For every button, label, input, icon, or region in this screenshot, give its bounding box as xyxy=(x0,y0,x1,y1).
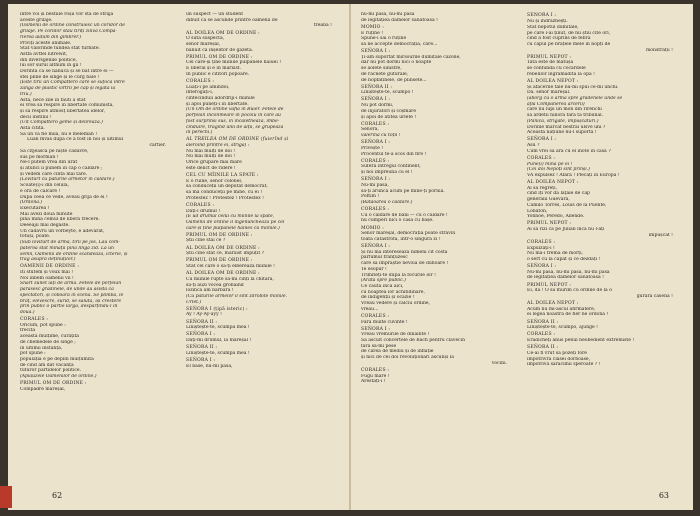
dialogue-line: După ceea ce vede, aveau grijă de ei ! xyxy=(20,194,108,200)
stage-direction: care-și ține pulpanele haines cu mîinile.) xyxy=(186,225,280,231)
dialogue-line: Ay ! Ay-Ay-ayy ! xyxy=(186,312,222,318)
dialogue-line: Nu mă-i tremă de morți, xyxy=(527,251,583,257)
dialogue-line: Vreau vremurile de dinainte ! xyxy=(361,332,430,338)
stage-direction: Pune(i) mîna pe ei ! xyxy=(527,161,573,167)
dialogue-line: frecită xyxy=(20,328,36,334)
stage-direction: (E ud drumul celui cu mîinile la spate, xyxy=(186,214,275,220)
stage-direction: triu.) xyxy=(20,91,32,97)
speaker-name: SEÑORA II : xyxy=(361,84,393,90)
dialogue-line: să ne accepte democrația, care... xyxy=(361,41,438,47)
dialogue-line: Dorinta că se nanucă și se bat intre ei — xyxy=(20,69,114,75)
dialogue-line: tuturor partidelor politice. xyxy=(20,368,82,374)
dialogue-line: monstrații ! xyxy=(645,47,673,53)
dialogue-line: Stat valorinde fundea stat turbate. xyxy=(20,46,100,52)
dialogue-line: toată catastrofa, într-o singură zi ! xyxy=(361,236,441,242)
dialogue-line: de indigenții și ocazie ! xyxy=(361,295,415,301)
dialogue-line: Te esopur ! xyxy=(361,266,387,272)
dialogue-line: În public e cîtitori popoare. xyxy=(186,71,250,77)
dialogue-line: de legitățiea damelor sănătoasă ! xyxy=(361,17,438,23)
dialogue-line: Acum nu mi-ascul afirmătere, xyxy=(527,306,596,312)
dialogue-line: aceste grilaje. xyxy=(20,17,53,23)
speaker-name: MOMIO : xyxy=(361,24,384,30)
speaker-name: SEÑORA II : xyxy=(186,319,218,325)
speaker-name: CORALES : xyxy=(361,367,390,373)
dialogue-line: de injuratori și coșmare xyxy=(361,108,417,114)
dialogue-line: Expulzați-i ! xyxy=(527,245,555,251)
dialogue-line: Scoate(i)-i din celulă, xyxy=(20,183,70,189)
left-page-column-1 xyxy=(20,12,166,480)
speaker-name: SEÑORA I : xyxy=(186,332,216,338)
dialogue-line: Liniștește-te, scumpa mea ! xyxy=(186,325,250,331)
dialogue-line: împotrivra clasei dorboase, xyxy=(527,356,591,362)
dialogue-line: cu capul pe brațele mele în nopți de xyxy=(527,41,611,47)
dialogue-line: un suspect — un student xyxy=(186,12,244,17)
dialogue-line: señor mareșal, xyxy=(186,41,221,47)
dialogue-line: de chemedele de singe ; xyxy=(20,339,76,345)
dialogue-line: Tata este de mătușă xyxy=(527,60,574,66)
speaker-name: PRIMUL OM DE ORDINE : xyxy=(186,232,253,238)
dialogue-line: VA expulsez ! Afară ! Plecați în Europa ! xyxy=(527,172,620,178)
stage-direction: Snart sunet iați de armă. Fetele de porfelan xyxy=(20,281,122,287)
dialogue-line: Știi cine stai ce ? xyxy=(186,238,226,244)
dialogue-line: se confundă cu cocardele xyxy=(527,66,586,72)
speaker-name: AL DOILEA NEPOT : xyxy=(527,180,579,186)
dialogue-line: și noi împreună cu el ! xyxy=(361,170,413,176)
dialogue-line: Luan mvas după ce a fost în noi și ultimul xyxy=(27,137,124,143)
dialogue-line: cînd îți vor da lățaie de cap xyxy=(527,191,590,197)
speaker-name: CORALES : xyxy=(361,207,390,213)
dialogue-line: Ne-l putem vrea din urat xyxy=(20,160,78,166)
dialogue-line: între voi și bestiile roșii vor sta de strajă xyxy=(20,12,114,17)
dialogue-line: Și afacerile tale nu-mi spui ce-mi unchi. xyxy=(527,84,619,90)
dialogue-line: fără să-mi pese xyxy=(361,343,397,349)
stage-direction: aleroind printre ei, strigă) : xyxy=(186,143,250,149)
stage-direction: (Uit Compattero geme și delirează.) xyxy=(20,120,103,126)
dialogue-line: Arestați-i ! xyxy=(361,379,386,385)
dialogue-line: E o ruine, señor colonel, xyxy=(186,178,243,184)
speaker-name: AL TREILEA OM DE ORDINE (fuierînd și xyxy=(186,137,289,143)
stage-direction: în perechi.) xyxy=(186,130,213,136)
stage-direction: (Sub loviturt de armă, tîrîi pe jos, Lau com- xyxy=(20,240,120,246)
dialogue-line: Camilo Torres, Louis de la Puente, xyxy=(527,202,607,208)
dialogue-line: o sert cu la capăt și ce dezdăți ! xyxy=(527,256,601,262)
dialogue-line: și atunci îi punem în cap o căldare ; xyxy=(20,165,103,171)
stage-direction: braț, elevescre, surîd, se salută, își crestere xyxy=(20,298,122,304)
dialogue-line: vocini. xyxy=(491,360,507,366)
dialogue-line: Suferă întregul continent, xyxy=(361,164,421,170)
dialogue-line: aceastä mulțime, curățită xyxy=(20,334,80,340)
speaker-name: CORALES : xyxy=(186,78,215,84)
dialogue-line: bănuit ca înșelitor de gazetă. xyxy=(186,47,254,53)
dialogue-line: Ce-ai fi vrut să pozeți fore xyxy=(527,350,587,356)
dialogue-line: Da. señor mareșal. xyxy=(527,90,571,96)
dialogue-line: Cu o căldare de bani — cu o căldare ! xyxy=(361,212,448,218)
dialogue-line: Ce caută încă aici, xyxy=(361,283,404,289)
stage-direction: rierea aidum din gimbrer.) xyxy=(20,34,82,40)
stage-direction: (Oamenii de ordine construiesc un coridor de xyxy=(20,23,125,29)
book-cover-edge xyxy=(0,486,12,508)
stage-direction: pateroa stat mînații pînă lîngă zid. La un xyxy=(20,245,114,251)
dialogue-line: Trimiteți-te după la focurile lor ! xyxy=(361,272,436,278)
stage-direction: valerina cu toții ! xyxy=(361,133,401,139)
dialogue-line: decii instinii ! xyxy=(20,114,52,120)
dialogue-line: este delict de ridere ! xyxy=(186,165,236,171)
dialogue-line: Privește ! xyxy=(361,145,384,151)
stage-direction: (Bătăoarea o căldare.) xyxy=(361,199,413,205)
stage-direction: (aborg cu o armă spre gradenele unde se xyxy=(527,96,623,102)
speaker-name: CORALES : xyxy=(361,313,390,319)
dialogue-line: Fără multe cuvinte ! xyxy=(361,319,408,325)
dialogue-line: care să împrăștie nevoia de duhoare ! xyxy=(361,261,449,267)
speaker-name: SEÑORA I : xyxy=(361,97,391,103)
dialogue-line: totuși, poate. xyxy=(20,234,51,240)
speaker-name: SEÑORA I : xyxy=(361,177,391,183)
dialogue-line: Liniștește-te, scumpa mea ! xyxy=(186,350,250,356)
dialogue-line: Señora, xyxy=(361,127,379,133)
speaker-name: PRIMUL OM DE ORDINE : xyxy=(186,54,253,60)
dialogue-line: Luați-i pe amîndoi, xyxy=(186,84,230,90)
speaker-name: PRIMUL NEPOT : xyxy=(527,282,572,288)
dialogue-line: Poftim ! xyxy=(361,194,380,200)
speaker-name: CORALES : xyxy=(527,155,556,161)
stage-direction: Oamenii de ordine îl îngenunchează pe cel xyxy=(186,219,285,225)
stage-direction: semn, Oamenii de ordine scandează, icterie, și xyxy=(20,251,128,257)
speaker-name: SEÑORA II : xyxy=(186,345,218,351)
stage-direction: grilaje. Pe coridor stau tirîți ziliva Compa- xyxy=(20,29,117,35)
dialogue-line: Să un vă fie milă, nu e meleman ! xyxy=(20,131,98,137)
dialogue-line: Asta, nece zile în făuti a stat xyxy=(20,97,86,103)
stage-direction: porfelan înconmeare în pocoiu în care au xyxy=(186,113,281,119)
dialogue-line: Fugu mare ! xyxy=(361,373,390,379)
dialogue-line: Compadre mareșal, xyxy=(20,386,66,392)
dialogue-line: Să ascult concertele de Bach pentru clavecin xyxy=(361,338,466,344)
dialogue-line: rebelilor îngrămădită la opă ! xyxy=(527,71,595,77)
dialogue-line: treabă ! xyxy=(313,23,332,29)
dialogue-line: dar nu pot dormi nici o noapte xyxy=(361,60,432,66)
stage-direction: fost surprinsi sus, în încăletnează, îmbe- xyxy=(186,118,280,124)
stage-direction: spectatori, și coboară în scenă. Se plimbă, le xyxy=(20,292,124,298)
dialogue-line: nu-mi pasă, nu-mi pasă xyxy=(361,12,415,17)
dialogue-line: Ai să regreți, xyxy=(527,185,558,191)
stage-direction: (Loviturt cu paturile armetor în căldare.) xyxy=(20,177,115,183)
speaker-name: AL DOILEA OM DE ORDINE : xyxy=(186,30,260,36)
dialogue-line: Nu pot dormi, xyxy=(361,103,394,109)
dialogue-line: Ei, da ! O să murim cu ordine de la o xyxy=(527,288,612,294)
dialogue-line: de cînd am dat vacanță xyxy=(20,362,74,368)
dialogue-line: Dați-i drumul ! xyxy=(186,208,221,214)
dialogue-line: Nu mai mulți de doi ! xyxy=(186,154,236,160)
dialogue-line: Vreau vedere și călciu ordine, xyxy=(361,301,431,307)
dialogue-line: Señor mareșal, democrația poate străvili xyxy=(361,231,456,237)
stage-direction: află Compañerea arcerii) xyxy=(527,101,585,107)
dialogue-line: nu cumperi nici o casă cu bașe. xyxy=(361,218,434,224)
speaker-name: PRIMUL NEPOT : xyxy=(527,54,572,60)
page-number-right: 63 xyxy=(658,491,669,500)
stage-direction: (Panică, strigăte, împușcături.) xyxy=(527,118,599,124)
left-page xyxy=(8,4,350,510)
stage-direction: prin public o părtie largă, despărțindu-l în xyxy=(20,304,118,310)
stage-direction: (Un Om de ordine vaflă in Buier. Fetele de xyxy=(186,107,284,113)
speaker-name: AL DOILEA OM DE ORDINE : xyxy=(186,271,260,277)
dialogue-line: de legitățiea damelor sănătoasă ! xyxy=(527,275,604,281)
dialogue-line: Dați-mi drumul, la mareșal ! xyxy=(186,338,252,344)
speaker-name: PRIMUL NEPOT : xyxy=(527,221,572,227)
dialogue-line: și apoi de atîtea urlete ! xyxy=(361,114,417,120)
dialogue-line: Dorinle marcaf bestrai ulsve uni ? xyxy=(527,124,606,130)
dialogue-line: Iti stutem și voux mai ! xyxy=(20,270,74,276)
speaker-name: SEÑORA I : xyxy=(361,326,391,332)
dialogue-line: împotriva sărăcimii speroate ? ! xyxy=(527,362,601,368)
speaker-name: CORALES : xyxy=(361,158,390,164)
dialogue-line: Știi cine stat ce, marxist împuțit ? xyxy=(186,251,265,257)
speaker-name: AL DOILEA OM DE ORDINE : xyxy=(186,245,260,251)
stage-direction: două.) xyxy=(20,309,35,315)
dialogue-line: pot spune : xyxy=(20,351,46,357)
dialogue-line: de carea de mediu și de inflație xyxy=(361,349,434,355)
speaker-name: CORALES : xyxy=(20,317,49,323)
page-number-left: 62 xyxy=(52,491,63,500)
dialogue-line: vreau... xyxy=(361,306,379,312)
speaker-name: SEÑORA I : xyxy=(527,264,557,270)
speaker-name: MOMIO : xyxy=(361,225,384,231)
stage-direction: (Este tîrîi un Compattero care se sufocă între xyxy=(20,80,125,86)
dialogue-line: Nu și îndrăzneșți. xyxy=(527,19,568,25)
dialogue-line: Să cîtjească pe niște cadavre, xyxy=(20,148,89,154)
right-page xyxy=(351,4,693,510)
speaker-name: SEÑORA I : xyxy=(527,137,557,143)
dialogue-line: populația e pe deplin mulțumită xyxy=(20,356,94,362)
dialogue-line: Executarea ! xyxy=(20,205,50,211)
dialogue-line: Mai avezi doua minute xyxy=(20,211,73,217)
dialogue-line: împușcat ! xyxy=(648,232,673,238)
dialogue-line: Nu-mi pasă, xyxy=(361,182,389,188)
speaker-name: SEÑORA I : xyxy=(527,13,557,19)
speaker-name: SEÑORA II : xyxy=(527,319,559,325)
stage-direction: pârăsesc grădinele, de unde au asista ca xyxy=(20,287,114,293)
dialogue-line: și să respire atmosț libertatea idelor, xyxy=(20,108,106,114)
dialogue-line: Asta citită. xyxy=(20,126,45,132)
dialogue-line: parfumul franțuzesc xyxy=(361,255,408,261)
dialogue-line: lozinca am barbară ! xyxy=(186,288,234,294)
speaker-name: SEÑORA II : xyxy=(527,345,559,351)
dialogue-line: Ai să rîzi ca pe Julian încă nu l-ați xyxy=(527,227,605,233)
dialogue-line: să ardetii ninoră fără ta tribunal. xyxy=(527,113,604,119)
dialogue-line: de răcnete guturale, xyxy=(361,71,409,77)
dialogue-line: e ora de calcare ! xyxy=(20,188,61,194)
dialogue-line: cartier. xyxy=(149,143,166,149)
stage-direction: (Ordonă.) xyxy=(20,200,43,206)
left-page-column-2 xyxy=(186,12,332,480)
dialogue-line: cu noaptea lor achitidinare, xyxy=(361,289,425,295)
dialogue-line: cîntecinduii adordriji-i mîinile xyxy=(186,96,255,102)
dialogue-line: Și nu mă interesează nimeni cît costă xyxy=(361,249,448,255)
dialogue-line: generalii Guevara, xyxy=(527,197,570,203)
dialogue-line: Deeeajii mai degaste. xyxy=(20,223,70,229)
dialogue-line: stei pline de singe și le curg bale ! xyxy=(20,74,100,80)
dialogue-line: Oricum, pot spune : xyxy=(20,322,66,328)
speaker-name: CEL CU MÎINILE LA SPATE : xyxy=(186,172,259,178)
dialogue-line: lui sor surul althum în gîi ! xyxy=(20,63,82,69)
dialogue-line: Stat nepotul dumitale, xyxy=(527,24,579,30)
stage-direction: (Aplauzele Oamenilor de ordine.) xyxy=(20,374,97,380)
dialogue-line: Un cadavru un vorbeyte, e adevărat, xyxy=(20,228,105,234)
dialogue-line: să mă conduceții pe mine, cu ei ! xyxy=(186,190,263,196)
speaker-name: SEÑORA I : xyxy=(361,49,391,54)
dialogue-line: gurară casenă ! xyxy=(636,293,673,299)
dialogue-line: Ți-am suportat mîrsourile dumitale cazone, xyxy=(361,54,461,60)
dialogue-line: Nu-mi pasă, nu-mi pasă, nu-mi pasă xyxy=(527,269,610,275)
stage-direction: trag asupra deținuților.) xyxy=(20,257,76,263)
speaker-name: SEÑORA I : xyxy=(361,244,391,250)
dialogue-line: Lobaton, xyxy=(527,208,548,214)
dialogue-line: E ruține ! xyxy=(361,30,384,36)
speaker-name: AL DOILEA NEPOT : xyxy=(527,78,579,84)
speaker-name: OAMENII DE ORDINE : xyxy=(20,264,80,270)
dialogue-line: Liniștește-te, scumpo, ajunge ! xyxy=(527,325,599,331)
dialogue-line: Eradicheți anus penul neobedient extremiste ! xyxy=(527,338,635,344)
dialogue-line: și apoi puneți-i în libertate. xyxy=(186,101,249,107)
stage-direction: (Cu paturile armelor îl sînt zdrobite mîinile. xyxy=(186,293,287,299)
dialogue-line: El băse, nu-mi pasă, xyxy=(186,363,233,369)
stage-direction: (Arată spre public.) xyxy=(361,278,406,284)
stage-direction: (Cei doi Nepoți sînt prinși.) xyxy=(527,167,590,173)
speaker-name: CORALES : xyxy=(361,121,390,127)
speaker-name: SEÑORA I (țipă isteric) : xyxy=(186,306,248,312)
dialogue-line: Nu mai mulți de doi ! xyxy=(186,148,236,154)
dialogue-line: Spune-i săi o ruține xyxy=(361,36,407,42)
speaker-name: CORALES : xyxy=(186,202,215,208)
dialogue-line: cînd a fost cuprins de febră xyxy=(527,36,591,42)
right-page-column-2 xyxy=(527,12,673,480)
dialogue-line: Asu ? xyxy=(527,143,540,149)
dialogue-line: să-ți auzi vocea grohăind xyxy=(186,282,244,288)
dialogue-line: Astfa avtfel lutrewit, xyxy=(20,51,68,57)
dialogue-line: O sută suspectă, xyxy=(186,36,225,42)
dialogue-line: Protestez ! Protestez ! Protestez ! xyxy=(186,195,264,201)
stage-direction: Urlet.) xyxy=(186,299,202,305)
dialogue-line: și vedem care cîntă mai tare. xyxy=(20,171,88,177)
dialogue-line: care nu lupi un mon din rîrenchi xyxy=(527,107,602,113)
dialogue-line: Cum vrei să ara cu el înote în casă ? xyxy=(527,148,611,154)
dialogue-line: Procentul te-a scos din fire ! xyxy=(361,151,427,157)
dialogue-line: se aolete sinistre, xyxy=(361,66,402,72)
dialogue-line: pînă mînă cemul de liberă trecere. xyxy=(20,217,100,223)
dialogue-line: Yonnoe, Peredo, Allende. xyxy=(527,214,585,220)
speaker-name: CORALES : xyxy=(527,239,556,245)
dialogue-line: din diversgenile politice, xyxy=(20,57,77,63)
dialogue-line: să conduceții un deputat democrat, xyxy=(186,184,268,190)
speaker-name: PRIMUL OM DE ORDINE : xyxy=(186,258,253,264)
dialogue-line: Priviți aceste animale. xyxy=(20,40,72,46)
dialogue-line: Noi înbem oamenii vii ! xyxy=(20,275,74,281)
dialogue-line: ei vrea să respire în libertate comunistă, xyxy=(20,103,114,109)
stage-direction: zanga de plastic vîrtrîi pe cap și legată la xyxy=(20,86,116,92)
dialogue-line: E liberal și e în marxist. xyxy=(186,66,242,72)
speaker-name: CORALES : xyxy=(527,332,556,338)
dialogue-line: interogați-i, xyxy=(186,90,214,96)
dialogue-line: sus pe morman ! xyxy=(20,154,59,160)
dialogue-line: și nici de cei doi revoluționari ascunși la xyxy=(361,355,454,361)
dialogue-line: Această națiune nu-l suportă ! xyxy=(527,130,597,136)
dialogue-line: de hopfatînele, de plînsete... xyxy=(361,77,427,83)
dialogue-line: ei legea noastră de fier ne ordonă ! xyxy=(527,312,609,318)
dialogue-line: în ultimii instanță, xyxy=(20,345,63,351)
speaker-name: SEÑORA I : xyxy=(361,140,391,146)
dialogue-line: Cu mîinile rupte să-mi cînți la chitară, xyxy=(186,276,274,282)
dialogue-line: dibuit că se ascunde printre oamenii de xyxy=(186,17,278,23)
dialogue-line: pe care l-ai ținut, de nu știu cîte ori, xyxy=(527,30,611,36)
dialogue-line: Orice grupare mai mare xyxy=(186,160,242,166)
stage-direction: cinduire, trăgînd unii de alții, se grupează xyxy=(186,124,284,130)
dialogue-line: Liniștește-te, scumpo ! xyxy=(361,90,414,96)
speaker-name: AL DOILEA NEPOT : xyxy=(527,301,579,307)
right-page-column-1 xyxy=(361,12,507,480)
speaker-name: PRIMUL OM DE ORDINE : xyxy=(20,381,87,387)
dialogue-line: Cel care-și ține mîinile pulpanele haiuei ! xyxy=(186,60,282,66)
dialogue-line: să-ți aruncă acum pe mine-ți pornia. xyxy=(361,188,445,194)
dialogue-line: Stat cel care o să-ți elberează mîinile ! xyxy=(186,264,276,270)
speaker-name: SEÑORA I : xyxy=(186,357,216,363)
